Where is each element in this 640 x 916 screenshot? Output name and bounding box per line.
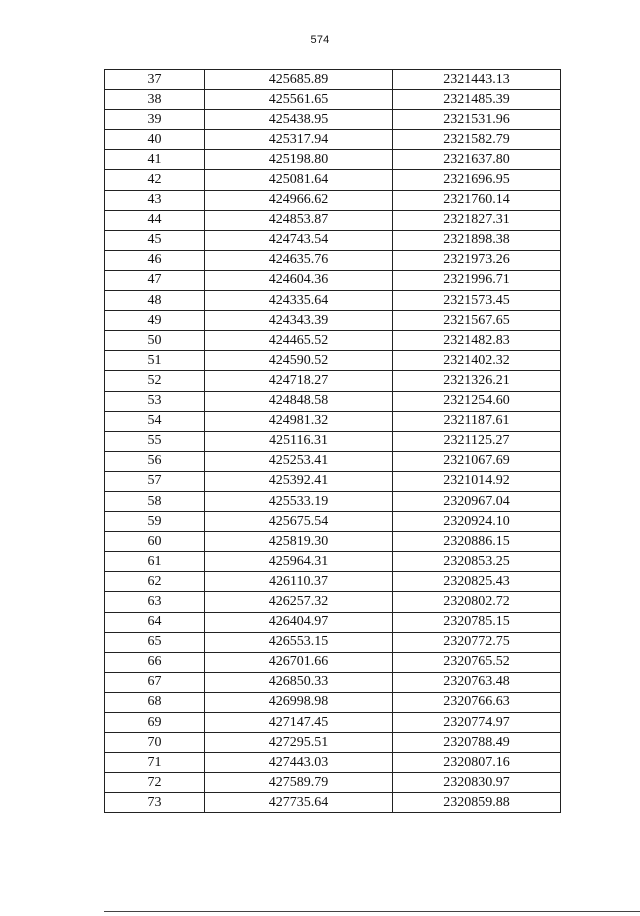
table-row [105,753,561,773]
y-coordinate-cell: 2320772.75 [393,632,561,652]
point-number-cell: 67 [105,672,205,692]
x-coordinate-cell: 425116.31 [205,431,393,451]
x-coordinate-cell: 426553.15 [205,632,393,652]
y-coordinate-cell: 2320924.10 [393,512,561,532]
y-coordinate-cell: 2320774.97 [393,713,561,733]
point-number-cell: 68 [105,692,205,712]
point-number-cell: 41 [105,150,205,170]
table-row [105,512,561,532]
table-row [105,672,561,692]
point-number-cell: 39 [105,110,205,130]
x-coordinate-cell: 426257.32 [205,592,393,612]
x-coordinate-cell: 425819.30 [205,532,393,552]
table-row [105,170,561,190]
table-row [105,210,561,230]
y-coordinate-cell: 2320802.72 [393,592,561,612]
table-row [105,773,561,793]
table-row [105,451,561,471]
x-coordinate-cell: 426110.37 [205,572,393,592]
point-number-cell: 61 [105,552,205,572]
point-number-cell: 45 [105,230,205,250]
point-number-cell: 50 [105,331,205,351]
x-coordinate-cell: 426404.97 [205,612,393,632]
y-coordinate-cell: 2321531.96 [393,110,561,130]
y-coordinate-cell: 2321187.61 [393,411,561,431]
table-row [105,592,561,612]
x-coordinate-cell: 424718.27 [205,371,393,391]
x-coordinate-cell: 425685.89 [205,70,393,90]
point-number-cell: 48 [105,291,205,311]
point-number-cell: 47 [105,270,205,290]
table-row [105,713,561,733]
y-coordinate-cell: 2321573.45 [393,291,561,311]
table-row [105,230,561,250]
point-number-cell: 42 [105,170,205,190]
y-coordinate-cell: 2320807.16 [393,753,561,773]
point-number-cell: 66 [105,652,205,672]
y-coordinate-cell: 2321827.31 [393,210,561,230]
table-row [105,351,561,371]
x-coordinate-cell: 425561.65 [205,90,393,110]
table-row [105,411,561,431]
x-coordinate-cell: 424743.54 [205,230,393,250]
table-row [105,632,561,652]
x-coordinate-cell: 424981.32 [205,411,393,431]
table-row [105,311,561,331]
y-coordinate-cell: 2320785.15 [393,612,561,632]
point-number-cell: 56 [105,451,205,471]
y-coordinate-cell: 2320766.63 [393,692,561,712]
y-coordinate-cell: 2321067.69 [393,451,561,471]
table-row [105,491,561,511]
point-number-cell: 69 [105,713,205,733]
y-coordinate-cell: 2321402.32 [393,351,561,371]
y-coordinate-cell: 2320788.49 [393,733,561,753]
table-row [105,291,561,311]
x-coordinate-cell: 424343.39 [205,311,393,331]
table-row [105,270,561,290]
table-row [105,110,561,130]
y-coordinate-cell: 2320825.43 [393,572,561,592]
x-coordinate-cell: 424635.76 [205,250,393,270]
point-number-cell: 52 [105,371,205,391]
table-row [105,190,561,210]
point-number-cell: 62 [105,572,205,592]
y-coordinate-cell: 2321696.95 [393,170,561,190]
x-coordinate-cell: 424853.87 [205,210,393,230]
table-row [105,692,561,712]
table-row [105,793,561,813]
table-row [105,532,561,552]
table-row [105,150,561,170]
x-coordinate-cell: 426701.66 [205,652,393,672]
y-coordinate-cell: 2321482.83 [393,331,561,351]
x-coordinate-cell: 424465.52 [205,331,393,351]
point-number-cell: 44 [105,210,205,230]
table-row [105,371,561,391]
x-coordinate-cell: 425253.41 [205,451,393,471]
x-coordinate-cell: 426998.98 [205,692,393,712]
point-number-cell: 37 [105,70,205,90]
x-coordinate-cell: 426850.33 [205,672,393,692]
y-coordinate-cell: 2320830.97 [393,773,561,793]
x-coordinate-cell: 425964.31 [205,552,393,572]
x-coordinate-cell: 425317.94 [205,130,393,150]
point-number-cell: 57 [105,471,205,491]
x-coordinate-cell: 424604.36 [205,270,393,290]
x-coordinate-cell: 427443.03 [205,753,393,773]
x-coordinate-cell: 424966.62 [205,190,393,210]
x-coordinate-cell: 427295.51 [205,733,393,753]
point-number-cell: 73 [105,793,205,813]
point-number-cell: 49 [105,311,205,331]
point-number-cell: 38 [105,90,205,110]
page-number: 574 [310,34,330,46]
x-coordinate-cell: 425392.41 [205,471,393,491]
x-coordinate-cell: 424848.58 [205,391,393,411]
point-number-cell: 63 [105,592,205,612]
table-row [105,391,561,411]
point-number-cell: 71 [105,753,205,773]
point-number-cell: 60 [105,532,205,552]
table-row [105,471,561,491]
y-coordinate-cell: 2320763.48 [393,672,561,692]
table-row [105,70,561,90]
table-row [105,331,561,351]
x-coordinate-cell: 425533.19 [205,491,393,511]
table-row [105,552,561,572]
x-coordinate-cell: 424335.64 [205,291,393,311]
point-number-cell: 65 [105,632,205,652]
table-row [105,572,561,592]
point-number-cell: 55 [105,431,205,451]
y-coordinate-cell: 2321485.39 [393,90,561,110]
point-number-cell: 70 [105,733,205,753]
x-coordinate-cell: 425081.64 [205,170,393,190]
y-coordinate-cell: 2321973.26 [393,250,561,270]
point-number-cell: 54 [105,411,205,431]
x-coordinate-cell: 425675.54 [205,512,393,532]
y-coordinate-cell: 2321567.65 [393,311,561,331]
point-number-cell: 72 [105,773,205,793]
point-number-cell: 53 [105,391,205,411]
y-coordinate-cell: 2320967.04 [393,491,561,511]
y-coordinate-cell: 2321582.79 [393,130,561,150]
coordinates-table-body [105,70,561,813]
x-coordinate-cell: 427589.79 [205,773,393,793]
x-coordinate-cell: 425198.80 [205,150,393,170]
x-coordinate-cell: 424590.52 [205,351,393,371]
point-number-cell: 58 [105,491,205,511]
x-coordinate-cell: 425438.95 [205,110,393,130]
y-coordinate-cell: 2321254.60 [393,391,561,411]
y-coordinate-cell: 2321125.27 [393,431,561,451]
y-coordinate-cell: 2321637.80 [393,150,561,170]
point-number-cell: 46 [105,250,205,270]
point-number-cell: 64 [105,612,205,632]
table-row [105,90,561,110]
y-coordinate-cell: 2321898.38 [393,230,561,250]
y-coordinate-cell: 2321996.71 [393,270,561,290]
table-row [105,250,561,270]
y-coordinate-cell: 2321326.21 [393,371,561,391]
table-row [105,733,561,753]
point-number-cell: 43 [105,190,205,210]
coordinates-table [104,69,561,813]
table-row [105,652,561,672]
y-coordinate-cell: 2320853.25 [393,552,561,572]
y-coordinate-cell: 2321014.92 [393,471,561,491]
page-bottom-rule [104,911,640,912]
y-coordinate-cell: 2320886.15 [393,532,561,552]
y-coordinate-cell: 2321443.13 [393,70,561,90]
point-number-cell: 40 [105,130,205,150]
y-coordinate-cell: 2320765.52 [393,652,561,672]
x-coordinate-cell: 427735.64 [205,793,393,813]
y-coordinate-cell: 2320859.88 [393,793,561,813]
point-number-cell: 59 [105,512,205,532]
table-row [105,612,561,632]
point-number-cell: 51 [105,351,205,371]
y-coordinate-cell: 2321760.14 [393,190,561,210]
table-row [105,130,561,150]
table-row [105,431,561,451]
x-coordinate-cell: 427147.45 [205,713,393,733]
